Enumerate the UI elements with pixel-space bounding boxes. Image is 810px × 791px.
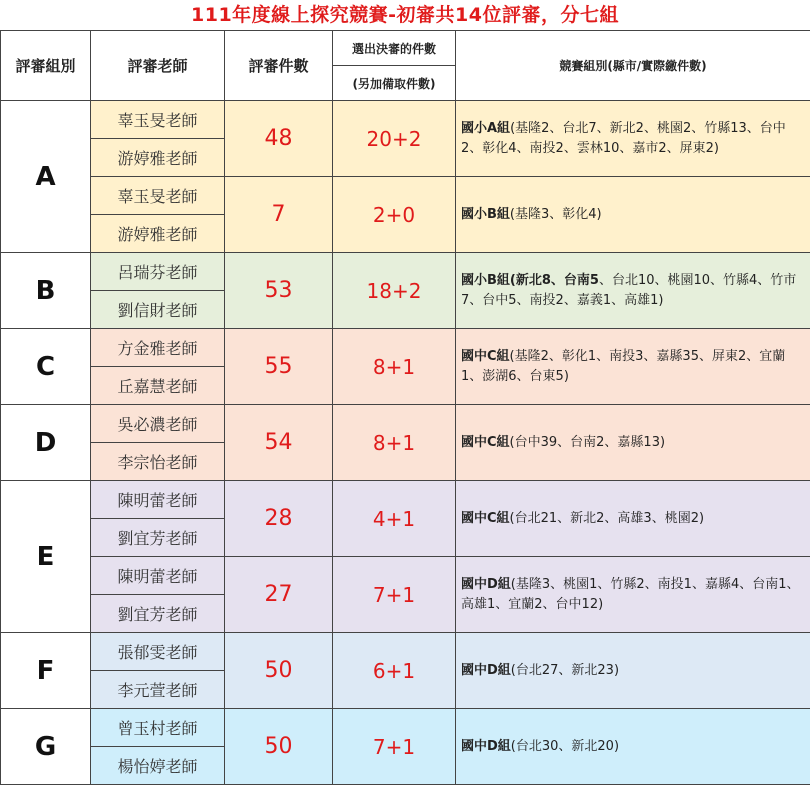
review-count: 53 (225, 253, 333, 329)
judge-name: 辜玉旻老師 (91, 177, 225, 215)
selected-count: 2+0 (333, 177, 456, 253)
competition-prefix: 國中D組 (461, 738, 511, 754)
competition-cell (456, 405, 810, 481)
header-selected: 選出決審的件數 (333, 31, 456, 66)
review-count: 27 (225, 557, 333, 633)
competition-detail: (台中39、台南2、嘉縣13) (509, 434, 666, 450)
judge-name: 楊怡婷老師 (91, 747, 225, 785)
competition-prefix: 國中C組 (461, 510, 510, 526)
competition-prefix: 國中D組 (461, 576, 511, 592)
review-count: 50 (225, 709, 333, 785)
judge-name: 劉信財老師 (91, 291, 225, 329)
judge-name: 游婷雅老師 (91, 139, 225, 177)
review-count: 48 (225, 101, 333, 177)
competition-prefix: 國小A組 (461, 120, 511, 136)
group-label-a: A (1, 101, 91, 253)
group-label-f: F (1, 633, 91, 709)
review-count: 7 (225, 177, 333, 253)
judge-name: 方金雅老師 (91, 329, 225, 367)
competition-detail: (台北21、新北2、高雄3、桃園2) (509, 510, 705, 526)
header-judges: 評審老師 (91, 31, 225, 101)
header-selected-sub: (另加備取件數) (333, 66, 456, 101)
judge-name: 劉宜芳老師 (91, 519, 225, 557)
competition-cell (456, 329, 810, 405)
header-competition: 競賽組別(縣市/實際繳件數) (456, 31, 810, 101)
competition-cell (456, 633, 810, 709)
competition-detail: (台北27、新北23) (510, 662, 620, 678)
group-label-b: B (1, 253, 91, 329)
competition-prefix: 國中C組 (461, 348, 510, 364)
selected-count: 18+2 (333, 253, 456, 329)
competition-prefix: 國小B組 (461, 206, 510, 222)
judge-name: 游婷雅老師 (91, 215, 225, 253)
judge-name: 陳明蕾老師 (91, 481, 225, 519)
competition-detail: (基隆3、彰化4) (509, 206, 602, 222)
competition-detail: 、台北10、桃園10、竹縣4、竹市7、台中5、南投2、嘉義1、高雄1) (461, 272, 797, 308)
selected-count: 20+2 (333, 101, 456, 177)
competition-detail: (基隆3、桃園1、竹縣2、南投1、嘉縣4、台南1、高雄1、宜蘭2、台中12) (461, 576, 800, 612)
judge-name: 陳明蕾老師 (91, 557, 225, 595)
judge-name: 吳必濃老師 (91, 405, 225, 443)
page-title: 111年度線上探究競賽-初審共14位評審，分七組 (191, 4, 619, 26)
header-group: 評審組別 (1, 31, 91, 101)
judging-table (0, 30, 810, 785)
review-count: 55 (225, 329, 333, 405)
judge-name: 曾玉村老師 (91, 709, 225, 747)
competition-cell (456, 557, 810, 633)
competition-detail: (基隆2、彰化1、南投3、嘉縣35、屏東2、宜蘭1、澎湖6、台東5) (461, 348, 786, 384)
competition-cell (456, 177, 810, 253)
judge-name: 張郁雯老師 (91, 633, 225, 671)
judge-name: 呂瑞芬老師 (91, 253, 225, 291)
review-count: 28 (225, 481, 333, 557)
selected-count: 6+1 (333, 633, 456, 709)
competition-cell (456, 101, 810, 177)
group-label-g: G (1, 709, 91, 785)
judge-name: 李元萱老師 (91, 671, 225, 709)
judge-name: 李宗怡老師 (91, 443, 225, 481)
selected-count: 7+1 (333, 557, 456, 633)
competition-prefix: 國中C組 (461, 434, 510, 450)
header-count: 評審件數 (225, 31, 333, 101)
group-label-e: E (1, 481, 91, 633)
competition-cell (456, 481, 810, 557)
review-count: 54 (225, 405, 333, 481)
group-label-c: C (1, 329, 91, 405)
competition-prefix: 國小B組(新北8、台南5 (461, 272, 599, 288)
selected-count: 8+1 (333, 405, 456, 481)
competition-cell (456, 709, 810, 785)
competition-detail: (台北30、新北20) (510, 738, 620, 754)
judge-name: 丘嘉慧老師 (91, 367, 225, 405)
selected-count: 8+1 (333, 329, 456, 405)
judge-name: 劉宜芳老師 (91, 595, 225, 633)
competition-detail: (基隆2、台北7、新北2、桃園2、竹縣13、台中2、彰化4、南投2、雲林10、嘉市2、屏東2) (461, 120, 786, 156)
group-label-d: D (1, 405, 91, 481)
judge-name: 辜玉旻老師 (91, 101, 225, 139)
competition-prefix: 國中D組 (461, 662, 511, 678)
review-count: 50 (225, 633, 333, 709)
selected-count: 7+1 (333, 709, 456, 785)
selected-count: 4+1 (333, 481, 456, 557)
competition-cell (456, 253, 810, 329)
